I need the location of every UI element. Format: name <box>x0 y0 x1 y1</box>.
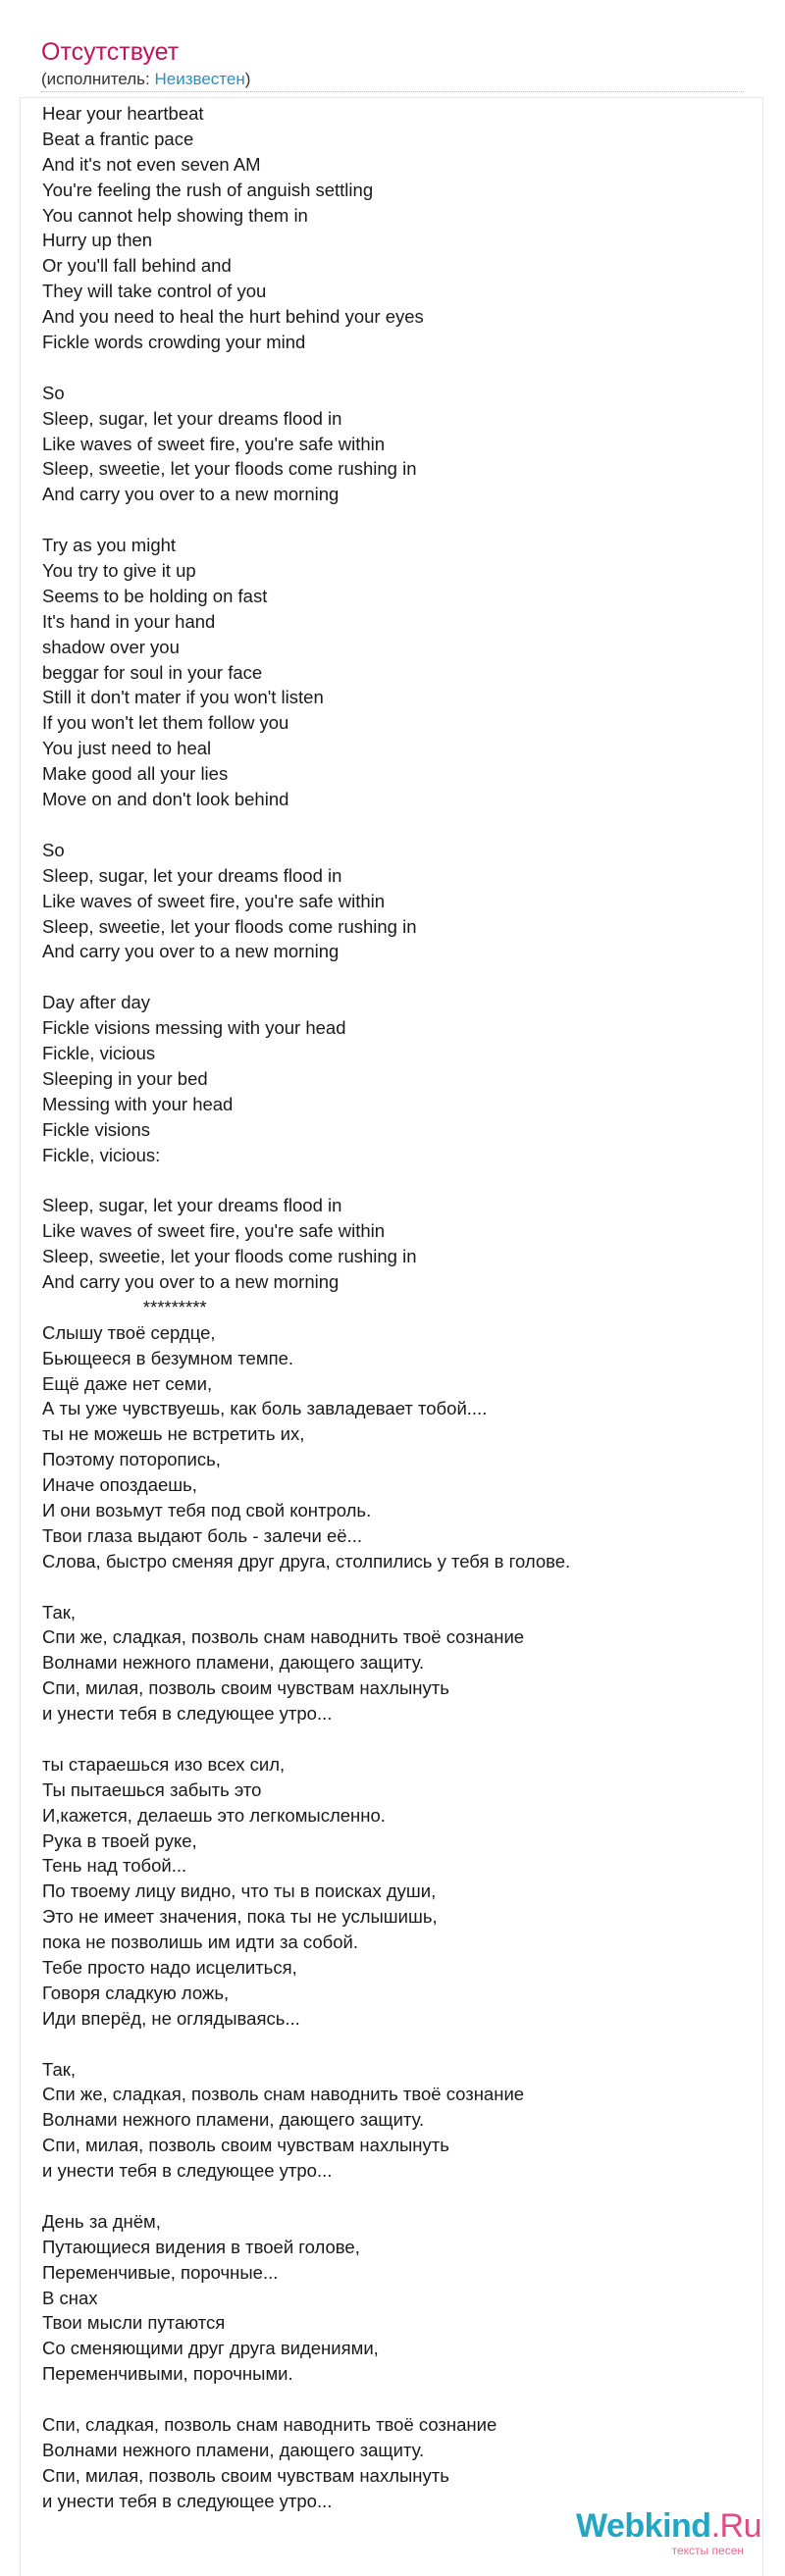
lyric-line: Day after day <box>42 992 151 1013</box>
song-header <box>41 37 748 90</box>
song-title: Отсутствует <box>41 38 180 66</box>
artist-line <box>41 69 748 90</box>
lyric-line: Твои мысли путаются <box>42 2312 226 2334</box>
lyric-line: Иди вперёд, не оглядываясь... <box>42 2007 300 2029</box>
lyric-line: beggar for soul in your face <box>42 661 263 683</box>
lyric-line <box>42 812 749 838</box>
artist-suffix: ) <box>244 70 251 88</box>
lyric-line: Путающиеся видения в твоей голове, <box>42 2236 360 2257</box>
lyric-line: Твои глаза выдают боль - залечи её... <box>42 1524 362 1546</box>
lyric-line: Рука в твоей руке, <box>42 1829 197 1851</box>
logo-wordmark <box>576 2507 761 2545</box>
lyric-line: Sleep, sugar, let your dreams flood in <box>42 407 342 429</box>
lyric-line: И,кажется, делаешь это легкомысленно. <box>42 1804 386 1826</box>
lyric-line: Спи же, сладкая, позволь снам наводнить твоё сознание <box>42 2084 525 2105</box>
lyric-line: Messing with your head <box>42 1093 234 1114</box>
lyric-line: Sleep, sweetie, let your floods come rushing in <box>42 915 417 937</box>
lyrics-text <box>42 101 749 2514</box>
lyric-line: Ещё даже нет семи, <box>42 1372 213 1394</box>
lyric-line <box>42 507 749 533</box>
lyric-line: Спи, сладкая, позволь снам наводнить твоё сознание <box>42 2414 497 2436</box>
lyric-line: Sleep, sugar, let your dreams flood in <box>42 864 342 886</box>
lyric-line: And carry you over to a new morning <box>42 484 340 505</box>
lyric-line: You try to give it up <box>42 560 196 582</box>
lyric-line: и унести тебя в следующее утро... <box>42 2490 333 2511</box>
lyric-line: Волнами нежного пламени, дающего защиту. <box>42 2109 425 2131</box>
lyric-line <box>42 355 749 381</box>
lyric-line: Говоря сладкую ложь, <box>42 1982 230 2003</box>
lyric-line: It's hand in your hand <box>42 610 216 632</box>
lyric-line: Sleep, sweetie, let your floods come rushing in <box>42 1246 417 1267</box>
lyric-line: Fickle visions <box>42 1118 150 1140</box>
lyric-line: ********* <box>42 1296 207 1317</box>
lyric-line: Так, <box>42 2058 76 2080</box>
lyric-line: Fickle words crowding your mind <box>42 332 306 353</box>
lyric-line: Волнами нежного пламени, дающего защиту. <box>42 1652 425 1674</box>
lyric-line: You just need to heal <box>42 738 212 759</box>
lyric-line: Hurry up then <box>42 230 153 251</box>
lyric-line: и унести тебя в следующее утро... <box>42 1703 333 1725</box>
artist-link[interactable]: Неизвестен <box>154 70 245 88</box>
lyric-line: Like waves of sweet fire, you're safe within <box>42 890 386 911</box>
lyric-line: Like waves of sweet fire, you're safe within <box>42 1220 386 1242</box>
lyric-line: Fickle visions messing with your head <box>42 1017 346 1039</box>
lyric-line: Спи, милая, позволь своим чувствам нахлынуть <box>42 2135 449 2156</box>
lyric-line: Со сменяющими друг друга видениями, <box>42 2338 379 2359</box>
logo-tagline: тексты песен <box>671 2544 744 2557</box>
artist-prefix: (исполнитель: <box>41 70 155 88</box>
lyric-line: You're feeling the rush of anguish settling <box>42 179 374 200</box>
lyric-line: ты не можешь не встретить их, <box>42 1423 305 1445</box>
lyric-line: В снах <box>42 2287 98 2308</box>
lyric-line: And it's not even seven AM <box>42 153 261 175</box>
lyric-line: Fickle, vicious: <box>42 1144 161 1165</box>
lyric-line: пока не позволишь им идти за собой. <box>42 1932 358 1953</box>
lyric-line: shadow over you <box>42 636 180 657</box>
lyric-line: А ты уже чувствуешь, как боль завладевает тобой.... <box>42 1398 488 1419</box>
lyric-line: And you need to heal the hurt behind your eyes <box>42 306 424 328</box>
lyric-line: Like waves of sweet fire, you're safe within <box>42 433 386 454</box>
lyric-line: Fickle, vicious <box>42 1042 156 1063</box>
lyric-line <box>42 1726 749 1752</box>
lyric-line: Слова, быстро сменяя друг друга, столпились у тебя в голове. <box>42 1550 571 1571</box>
lyric-line: По твоему лицу видно, что ты в поисках души, <box>42 1880 437 1902</box>
lyric-line: Make good all your lies <box>42 763 229 785</box>
lyric-line: And carry you over to a new morning <box>42 1270 340 1292</box>
lyric-line: Так, <box>42 1601 76 1623</box>
lyric-line <box>42 2032 749 2057</box>
lyric-line: Это не имеет значения, пока ты не услышишь, <box>42 1906 438 1928</box>
lyric-line: Or you'll fall behind and <box>42 255 232 277</box>
logo-tld: .Ru <box>710 2507 761 2545</box>
lyric-line: День за днём, <box>42 2210 161 2232</box>
lyric-line: Sleep, sweetie, let your floods come rushing in <box>42 458 417 480</box>
lyric-line: и унести тебя в следующее утро... <box>42 2160 333 2182</box>
lyric-line: Спи, милая, позволь своим чувствам нахлынуть <box>42 2464 449 2486</box>
lyric-line: Слышу твоё сердце, <box>42 1321 216 1343</box>
lyric-line: Поэтому поторопись, <box>42 1449 221 1470</box>
lyric-line: Sleep, sugar, let your dreams flood in <box>42 1195 342 1216</box>
site-logo[interactable] <box>576 2507 761 2556</box>
lyric-line: They will take control of you <box>42 281 267 302</box>
lyric-line <box>42 964 749 990</box>
lyric-line <box>42 2184 749 2209</box>
lyric-line: Иначе опоздаешь, <box>42 1474 197 1496</box>
lyric-line: Переменчивые, порочные... <box>42 2261 279 2283</box>
lyric-line: Sleeping in your bed <box>42 1067 208 1089</box>
lyric-line: Переменчивыми, порочными. <box>42 2363 293 2385</box>
lyric-line <box>42 1574 749 1600</box>
lyric-line: Спи, милая, позволь своим чувствам нахлынуть <box>42 1677 449 1699</box>
lyric-line: If you won't let them follow you <box>42 712 289 734</box>
lyric-line: Try as you might <box>42 535 177 556</box>
lyric-line: ты стараешься изо всех сил, <box>42 1753 286 1775</box>
logo-main-text: Webkind <box>576 2507 711 2545</box>
lyric-line: Бьющееся в безумном темпе. <box>42 1347 294 1368</box>
lyric-line: You cannot help showing them in <box>42 204 308 226</box>
lyric-line: Тебе просто надо исцелиться, <box>42 1957 297 1979</box>
lyric-line: So <box>42 382 65 403</box>
lyric-line: Спи же, сладкая, позволь снам наводнить твоё сознание <box>42 1626 525 1648</box>
lyric-line: Волнами нежного пламени, дающего защиту. <box>42 2439 425 2460</box>
lyric-line: Still it don't mater if you won't listen <box>42 687 324 708</box>
lyric-line: Beat a frantic pace <box>42 128 194 149</box>
lyric-line: Seems to be holding on fast <box>42 585 268 606</box>
lyric-line: Hear your heartbeat <box>42 103 204 124</box>
lyric-line: Ты пытаешься забыть это <box>42 1778 262 1800</box>
lyric-line: И они возьмут тебя под свой контроль. <box>42 1499 372 1520</box>
lyric-line: Тень над тобой... <box>42 1855 187 1877</box>
header-divider <box>41 91 744 92</box>
lyric-line: So <box>42 839 65 860</box>
lyric-line <box>42 1167 749 1193</box>
lyric-line: And carry you over to a new morning <box>42 941 340 962</box>
lyric-line <box>42 2387 749 2412</box>
lyric-line: Move on and don't look behind <box>42 789 289 810</box>
